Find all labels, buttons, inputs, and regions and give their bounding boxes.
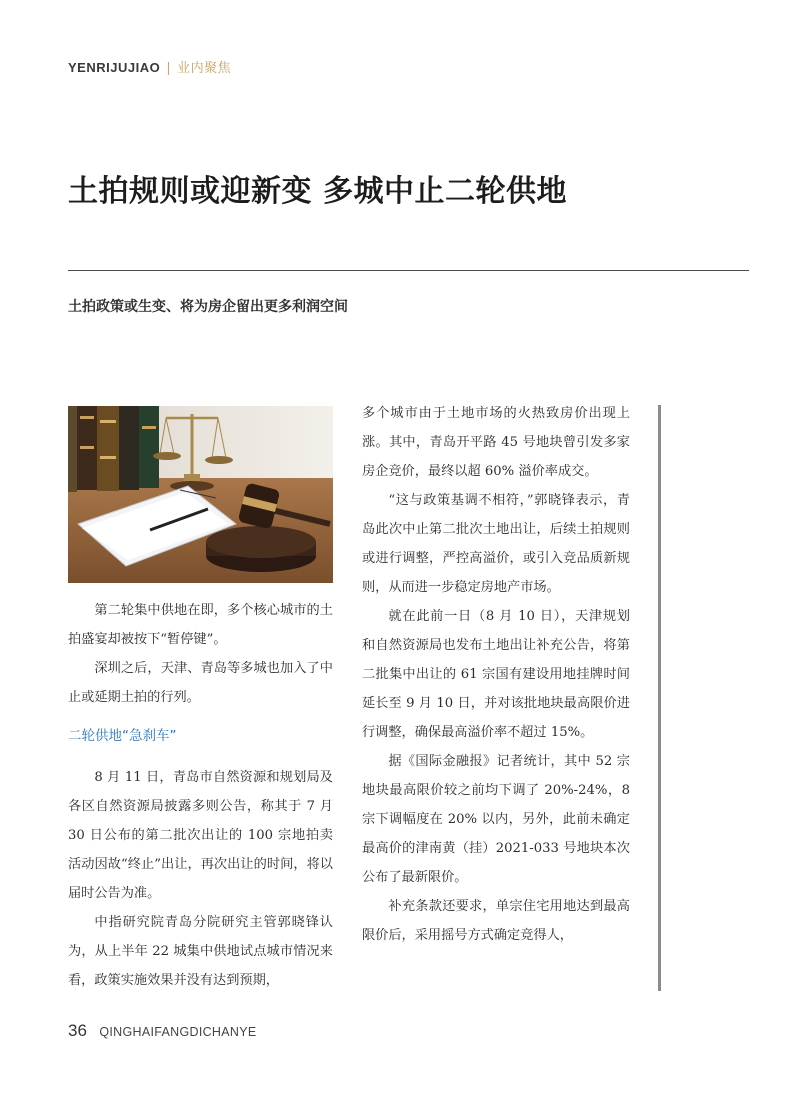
- paragraph: 多个城市由于土地市场的火热致房价出现上涨。其中，青岛开平路 45 号地块曾引发多家房企竞价，最终以超 60% 溢价率成交。: [362, 406, 630, 479]
- paragraph: 深圳之后，天津、青岛等多城也加入了中止或延期土拍的行列。: [68, 661, 333, 705]
- paragraph: 第二轮集中供地在即，多个核心城市的土拍盛宴却被按下“暂停键”。: [68, 603, 333, 647]
- publication-name: QINGHAIFANGDICHANYE: [99, 1025, 257, 1039]
- paragraph: “这与政策基调不相符，”郭晓锋表示，青岛此次中止第二批次土地出让，后续土拍规则或进行调整，严控高溢价，或引入竞品质新规则，从而进一步稳定房地产市场。: [362, 493, 630, 595]
- article-subtitle: 土拍政策或生变、将为房企留出更多利润空间: [68, 299, 348, 315]
- column-side-bar: [658, 405, 661, 991]
- section-name-en: YENRIJUJIAO: [68, 60, 161, 75]
- photo-illustration: [68, 406, 333, 583]
- article-title: 土拍规则或迎新变 多城中止二轮供地: [68, 174, 567, 209]
- page-footer: [68, 1021, 257, 1041]
- column-right: [362, 399, 630, 950]
- page-header: [68, 57, 231, 76]
- paragraph: 据《国际金融报》记者统计，其中 52 宗地块最高限价较之前均下调了 20%-24%，8 宗下调幅度在 20% 以内，另外，此前未确定最高价的津南黄（挂）2021-033 号地块本次公布了最新限价。: [362, 754, 630, 885]
- paragraph: 中指研究院青岛分院研究主管郭晓锋认为，从上半年 22 城集中供地试点城市情况来看，政策实施效果并没有达到预期，: [68, 915, 333, 988]
- column-left: [68, 596, 333, 995]
- paragraph: 8 月 11 日，青岛市自然资源和规划局及各区自然资源局披露多则公告，称其于 7 月 30 日公布的第二批次出让的 100 宗地拍卖活动因故“终止”出让，再次出让的时间，将以届时公告为准。: [68, 770, 333, 901]
- section-heading: 二轮供地“急刹车”: [68, 728, 177, 744]
- page-number: 36: [68, 1021, 87, 1040]
- header-separator: |: [166, 61, 172, 76]
- paragraph: 就在此前一日（8 月 10 日），天津规划和自然资源局也发布土地出让补充公告，将第二批集中出让的 61 宗国有建设用地挂牌时间延长至 9 月 10 日，并对该批地块最高限价进行调整，确保最高溢价率不超过 15%。: [362, 609, 630, 740]
- gavel-scales-photo: [68, 406, 333, 583]
- section-name-cn: 业内聚焦: [177, 61, 232, 76]
- title-divider: [68, 270, 749, 271]
- paragraph: 补充条款还要求，单宗住宅用地达到最高限价后，采用摇号方式确定竞得人，: [362, 899, 630, 943]
